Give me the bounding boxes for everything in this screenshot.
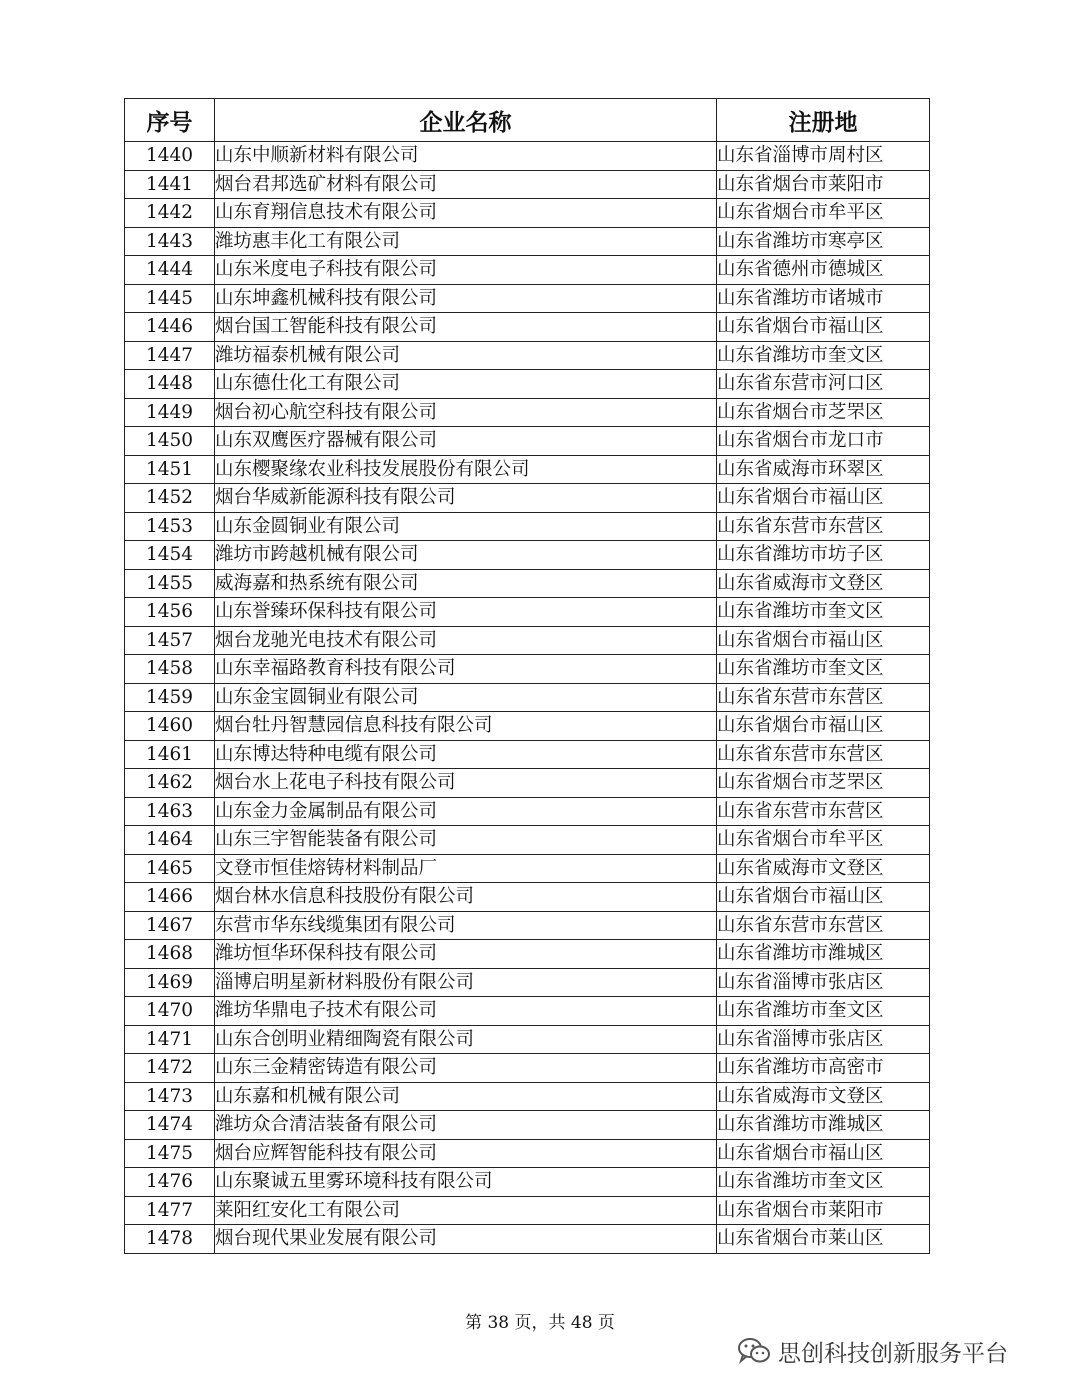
company-name-cell: 山东金力金属制品有限公司 bbox=[215, 797, 717, 826]
registered-location-cell: 山东省烟台市牟平区 bbox=[717, 826, 930, 855]
header-serial-number: 序号 bbox=[125, 99, 215, 142]
table-row bbox=[125, 569, 930, 598]
table-row bbox=[125, 427, 930, 456]
registered-location-cell: 山东省德州市德城区 bbox=[717, 256, 930, 285]
company-name-cell: 山东坤鑫机械科技有限公司 bbox=[215, 284, 717, 313]
serial-number-cell: 1448 bbox=[125, 370, 215, 399]
serial-number-cell: 1462 bbox=[125, 769, 215, 798]
company-name-cell: 山东樱聚缘农业科技发展股份有限公司 bbox=[215, 455, 717, 484]
table-row bbox=[125, 313, 930, 342]
registered-location-cell: 山东省烟台市福山区 bbox=[717, 313, 930, 342]
table-row bbox=[125, 256, 930, 285]
watermark-text: 思创科技创新服务平台 bbox=[778, 1340, 1008, 1367]
serial-number-cell: 1475 bbox=[125, 1139, 215, 1168]
table-row bbox=[125, 227, 930, 256]
company-name-cell: 山东三宇智能装备有限公司 bbox=[215, 826, 717, 855]
company-name-cell: 山东育翔信息技术有限公司 bbox=[215, 199, 717, 228]
company-name-cell: 烟台应辉智能科技有限公司 bbox=[215, 1139, 717, 1168]
serial-number-cell: 1463 bbox=[125, 797, 215, 826]
registered-location-cell: 山东省威海市文登区 bbox=[717, 854, 930, 883]
table-row bbox=[125, 968, 930, 997]
serial-number-cell: 1455 bbox=[125, 569, 215, 598]
company-name-cell: 山东中顺新材料有限公司 bbox=[215, 142, 717, 171]
company-name-cell: 莱阳红安化工有限公司 bbox=[215, 1196, 717, 1225]
company-name-cell: 烟台林水信息科技股份有限公司 bbox=[215, 883, 717, 912]
table-row bbox=[125, 541, 930, 570]
registered-location-cell: 山东省烟台市莱阳市 bbox=[717, 1196, 930, 1225]
table-row bbox=[125, 370, 930, 399]
table-row bbox=[125, 455, 930, 484]
registered-location-cell: 山东省东营市河口区 bbox=[717, 370, 930, 399]
enterprise-table bbox=[124, 98, 930, 1254]
table-row bbox=[125, 626, 930, 655]
serial-number-cell: 1469 bbox=[125, 968, 215, 997]
registered-location-cell: 山东省威海市文登区 bbox=[717, 569, 930, 598]
company-name-cell: 烟台牡丹智慧园信息科技有限公司 bbox=[215, 712, 717, 741]
company-name-cell: 文登市恒佳熔铸材料制品厂 bbox=[215, 854, 717, 883]
company-name-cell: 潍坊市跨越机械有限公司 bbox=[215, 541, 717, 570]
table-row bbox=[125, 199, 930, 228]
company-name-cell: 烟台龙驰光电技术有限公司 bbox=[215, 626, 717, 655]
serial-number-cell: 1460 bbox=[125, 712, 215, 741]
serial-number-cell: 1446 bbox=[125, 313, 215, 342]
serial-number-cell: 1459 bbox=[125, 683, 215, 712]
table-row bbox=[125, 1025, 930, 1054]
company-name-cell: 潍坊华鼎电子技术有限公司 bbox=[215, 997, 717, 1026]
serial-number-cell: 1447 bbox=[125, 341, 215, 370]
table-row bbox=[125, 142, 930, 171]
registered-location-cell: 山东省潍坊市潍城区 bbox=[717, 1111, 930, 1140]
table-row bbox=[125, 854, 930, 883]
table-row bbox=[125, 655, 930, 684]
company-name-cell: 东营市华东线缆集团有限公司 bbox=[215, 911, 717, 940]
company-name-cell: 烟台君邦选矿材料有限公司 bbox=[215, 170, 717, 199]
header-company-name: 企业名称 bbox=[215, 99, 717, 142]
company-name-cell: 潍坊众合清洁装备有限公司 bbox=[215, 1111, 717, 1140]
table-row bbox=[125, 284, 930, 313]
serial-number-cell: 1443 bbox=[125, 227, 215, 256]
serial-number-cell: 1477 bbox=[125, 1196, 215, 1225]
registered-location-cell: 山东省烟台市福山区 bbox=[717, 626, 930, 655]
registered-location-cell: 山东省烟台市莱山区 bbox=[717, 1225, 930, 1254]
serial-number-cell: 1472 bbox=[125, 1054, 215, 1083]
registered-location-cell: 山东省烟台市福山区 bbox=[717, 883, 930, 912]
company-name-cell: 淄博启明星新材料股份有限公司 bbox=[215, 968, 717, 997]
company-name-cell: 山东德仕化工有限公司 bbox=[215, 370, 717, 399]
serial-number-cell: 1440 bbox=[125, 142, 215, 171]
serial-number-cell: 1478 bbox=[125, 1225, 215, 1254]
company-name-cell: 山东合创明业精细陶瓷有限公司 bbox=[215, 1025, 717, 1054]
serial-number-cell: 1461 bbox=[125, 740, 215, 769]
serial-number-cell: 1467 bbox=[125, 911, 215, 940]
table-row bbox=[125, 997, 930, 1026]
serial-number-cell: 1449 bbox=[125, 398, 215, 427]
registered-location-cell: 山东省东营市东营区 bbox=[717, 512, 930, 541]
registered-location-cell: 山东省潍坊市奎文区 bbox=[717, 598, 930, 627]
serial-number-cell: 1441 bbox=[125, 170, 215, 199]
table-row bbox=[125, 341, 930, 370]
page-number: 第 38 页，共 48 页 bbox=[465, 1313, 615, 1333]
company-name-cell: 烟台国工智能科技有限公司 bbox=[215, 313, 717, 342]
company-name-cell: 山东三金精密铸造有限公司 bbox=[215, 1054, 717, 1083]
registered-location-cell: 山东省东营市东营区 bbox=[717, 911, 930, 940]
company-name-cell: 山东博达特种电缆有限公司 bbox=[215, 740, 717, 769]
registered-location-cell: 山东省潍坊市潍城区 bbox=[717, 940, 930, 969]
serial-number-cell: 1454 bbox=[125, 541, 215, 570]
serial-number-cell: 1476 bbox=[125, 1168, 215, 1197]
table-row bbox=[125, 1168, 930, 1197]
table-row bbox=[125, 1196, 930, 1225]
registered-location-cell: 山东省潍坊市诸城市 bbox=[717, 284, 930, 313]
serial-number-cell: 1451 bbox=[125, 455, 215, 484]
registered-location-cell: 山东省烟台市莱阳市 bbox=[717, 170, 930, 199]
serial-number-cell: 1474 bbox=[125, 1111, 215, 1140]
registered-location-cell: 山东省烟台市芝罘区 bbox=[717, 769, 930, 798]
registered-location-cell: 山东省潍坊市高密市 bbox=[717, 1054, 930, 1083]
registered-location-cell: 山东省淄博市张店区 bbox=[717, 1025, 930, 1054]
company-name-cell: 山东双鹰医疗器械有限公司 bbox=[215, 427, 717, 456]
company-name-cell: 潍坊惠丰化工有限公司 bbox=[215, 227, 717, 256]
serial-number-cell: 1457 bbox=[125, 626, 215, 655]
table-row bbox=[125, 826, 930, 855]
watermark bbox=[736, 1334, 1008, 1368]
registered-location-cell: 山东省烟台市芝罘区 bbox=[717, 398, 930, 427]
serial-number-cell: 1456 bbox=[125, 598, 215, 627]
registered-location-cell: 山东省潍坊市奎文区 bbox=[717, 341, 930, 370]
table-row bbox=[125, 170, 930, 199]
serial-number-cell: 1452 bbox=[125, 484, 215, 513]
company-name-cell: 烟台现代果业发展有限公司 bbox=[215, 1225, 717, 1254]
company-name-cell: 山东誉臻环保科技有限公司 bbox=[215, 598, 717, 627]
registered-location-cell: 山东省东营市东营区 bbox=[717, 683, 930, 712]
registered-location-cell: 山东省烟台市龙口市 bbox=[717, 427, 930, 456]
serial-number-cell: 1464 bbox=[125, 826, 215, 855]
company-name-cell: 烟台水上花电子科技有限公司 bbox=[215, 769, 717, 798]
registered-location-cell: 山东省东营市东营区 bbox=[717, 740, 930, 769]
registered-location-cell: 山东省淄博市张店区 bbox=[717, 968, 930, 997]
company-name-cell: 山东嘉和机械有限公司 bbox=[215, 1082, 717, 1111]
table-body bbox=[125, 142, 930, 1254]
table-row bbox=[125, 512, 930, 541]
registered-location-cell: 山东省烟台市福山区 bbox=[717, 1139, 930, 1168]
serial-number-cell: 1445 bbox=[125, 284, 215, 313]
serial-number-cell: 1442 bbox=[125, 199, 215, 228]
registered-location-cell: 山东省威海市文登区 bbox=[717, 1082, 930, 1111]
table-row bbox=[125, 1139, 930, 1168]
registered-location-cell: 山东省潍坊市坊子区 bbox=[717, 541, 930, 570]
serial-number-cell: 1468 bbox=[125, 940, 215, 969]
wechat-icon bbox=[736, 1336, 772, 1366]
table-row bbox=[125, 769, 930, 798]
registered-location-cell: 山东省烟台市福山区 bbox=[717, 712, 930, 741]
company-name-cell: 山东金宝圆铜业有限公司 bbox=[215, 683, 717, 712]
table-row bbox=[125, 484, 930, 513]
serial-number-cell: 1444 bbox=[125, 256, 215, 285]
serial-number-cell: 1453 bbox=[125, 512, 215, 541]
serial-number-cell: 1470 bbox=[125, 997, 215, 1026]
registered-location-cell: 山东省潍坊市奎文区 bbox=[717, 997, 930, 1026]
table-header bbox=[125, 99, 930, 142]
company-name-cell: 威海嘉和热系统有限公司 bbox=[215, 569, 717, 598]
header-registered-location: 注册地 bbox=[717, 99, 930, 142]
table-row bbox=[125, 683, 930, 712]
table-row bbox=[125, 1082, 930, 1111]
serial-number-cell: 1471 bbox=[125, 1025, 215, 1054]
table-row bbox=[125, 911, 930, 940]
registered-location-cell: 山东省威海市环翠区 bbox=[717, 455, 930, 484]
company-name-cell: 山东米度电子科技有限公司 bbox=[215, 256, 717, 285]
company-name-cell: 山东幸福路教育科技有限公司 bbox=[215, 655, 717, 684]
registered-location-cell: 山东省潍坊市奎文区 bbox=[717, 1168, 930, 1197]
table-row bbox=[125, 797, 930, 826]
company-name-cell: 山东聚诚五里雾环境科技有限公司 bbox=[215, 1168, 717, 1197]
table-row bbox=[125, 1054, 930, 1083]
company-name-cell: 潍坊恒华环保科技有限公司 bbox=[215, 940, 717, 969]
serial-number-cell: 1450 bbox=[125, 427, 215, 456]
company-name-cell: 山东金圆铜业有限公司 bbox=[215, 512, 717, 541]
table-row bbox=[125, 883, 930, 912]
table-row bbox=[125, 1111, 930, 1140]
registered-location-cell: 山东省烟台市福山区 bbox=[717, 484, 930, 513]
registered-location-cell: 山东省东营市东营区 bbox=[717, 797, 930, 826]
company-name-cell: 烟台华威新能源科技有限公司 bbox=[215, 484, 717, 513]
table-row bbox=[125, 740, 930, 769]
registered-location-cell: 山东省淄博市周村区 bbox=[717, 142, 930, 171]
serial-number-cell: 1473 bbox=[125, 1082, 215, 1111]
registered-location-cell: 山东省潍坊市寒亭区 bbox=[717, 227, 930, 256]
serial-number-cell: 1458 bbox=[125, 655, 215, 684]
company-name-cell: 烟台初心航空科技有限公司 bbox=[215, 398, 717, 427]
registered-location-cell: 山东省潍坊市奎文区 bbox=[717, 655, 930, 684]
serial-number-cell: 1466 bbox=[125, 883, 215, 912]
table-row bbox=[125, 1225, 930, 1254]
table-row bbox=[125, 940, 930, 969]
company-name-cell: 潍坊福泰机械有限公司 bbox=[215, 341, 717, 370]
table-row bbox=[125, 712, 930, 741]
table-row bbox=[125, 398, 930, 427]
table-row bbox=[125, 598, 930, 627]
serial-number-cell: 1465 bbox=[125, 854, 215, 883]
registered-location-cell: 山东省烟台市牟平区 bbox=[717, 199, 930, 228]
